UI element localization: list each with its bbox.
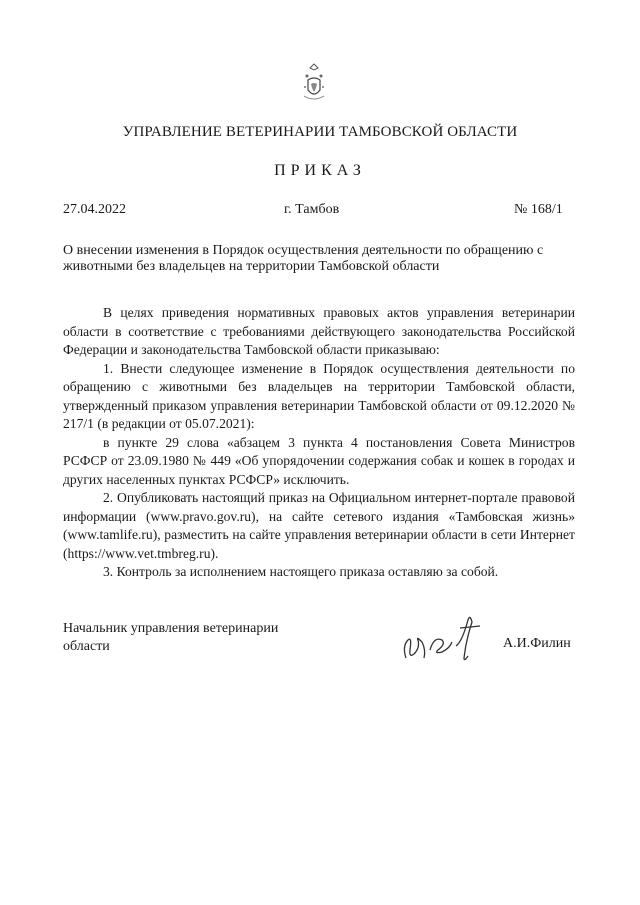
organization-name: УПРАВЛЕНИЕ ВЕТЕРИНАРИИ ТАМБОВСКОЙ ОБЛАСТИ [122, 124, 518, 140]
document-subject: О внесении изменения в Порядок осуществления деятельности по обращению с животными без владельцев на территории Тамбовской области [63, 243, 544, 274]
document-date: 27.04.2022 [63, 202, 126, 217]
signatory-position: Начальник управления ветеринарии области [63, 621, 279, 654]
document-type: ПРИКАЗ [274, 162, 366, 179]
body-paragraph: в пункте 29 слова «абзацем 3 пункта 4 постановления Совета Министров РСФСР от 23.09.1980 № 449 «Об упорядочении содержания собак и кошек в городах и других населенных пунктах РСФСР» исключить. [63, 434, 575, 487]
handwritten-signature [396, 606, 496, 666]
body-paragraph: 1. Внести следующее изменение в Порядок осуществления деятельности по обращению с животными без владельцев на территории Тамбовской области, утвержденный приказом управления ветеринарии Тамбовской области от 09.12.2020 № 217/1 (в редакции от 05.07.2021): [63, 360, 575, 431]
body-paragraph: 3. Контроль за исполнением настоящего приказа оставляю за собой. [103, 564, 499, 579]
coat-of-arms-icon [296, 60, 332, 104]
body-paragraph: 2. Опубликовать настоящий приказ на Официальном интернет-портале правовой информации (www.pravo.gov.ru), на сайте сетевого издания «Тамбовская жизнь» (www.tamlife.ru), разместить на сайте управления ветеринарии области в сети Интернет (https://www.vet.tmbreg.ru). [63, 490, 575, 561]
body-paragraph: В целях приведения нормативных правовых актов управления ветеринарии области в соответствие с требованиями действующего законодательства Российской Федерации и законодательства Тамбовской области приказываю: [63, 305, 575, 357]
signatory-name: А.И.Филин [503, 636, 571, 651]
document-number: № 168/1 [514, 202, 563, 217]
document-body [63, 304, 575, 582]
document-city: г. Тамбов [284, 202, 340, 217]
